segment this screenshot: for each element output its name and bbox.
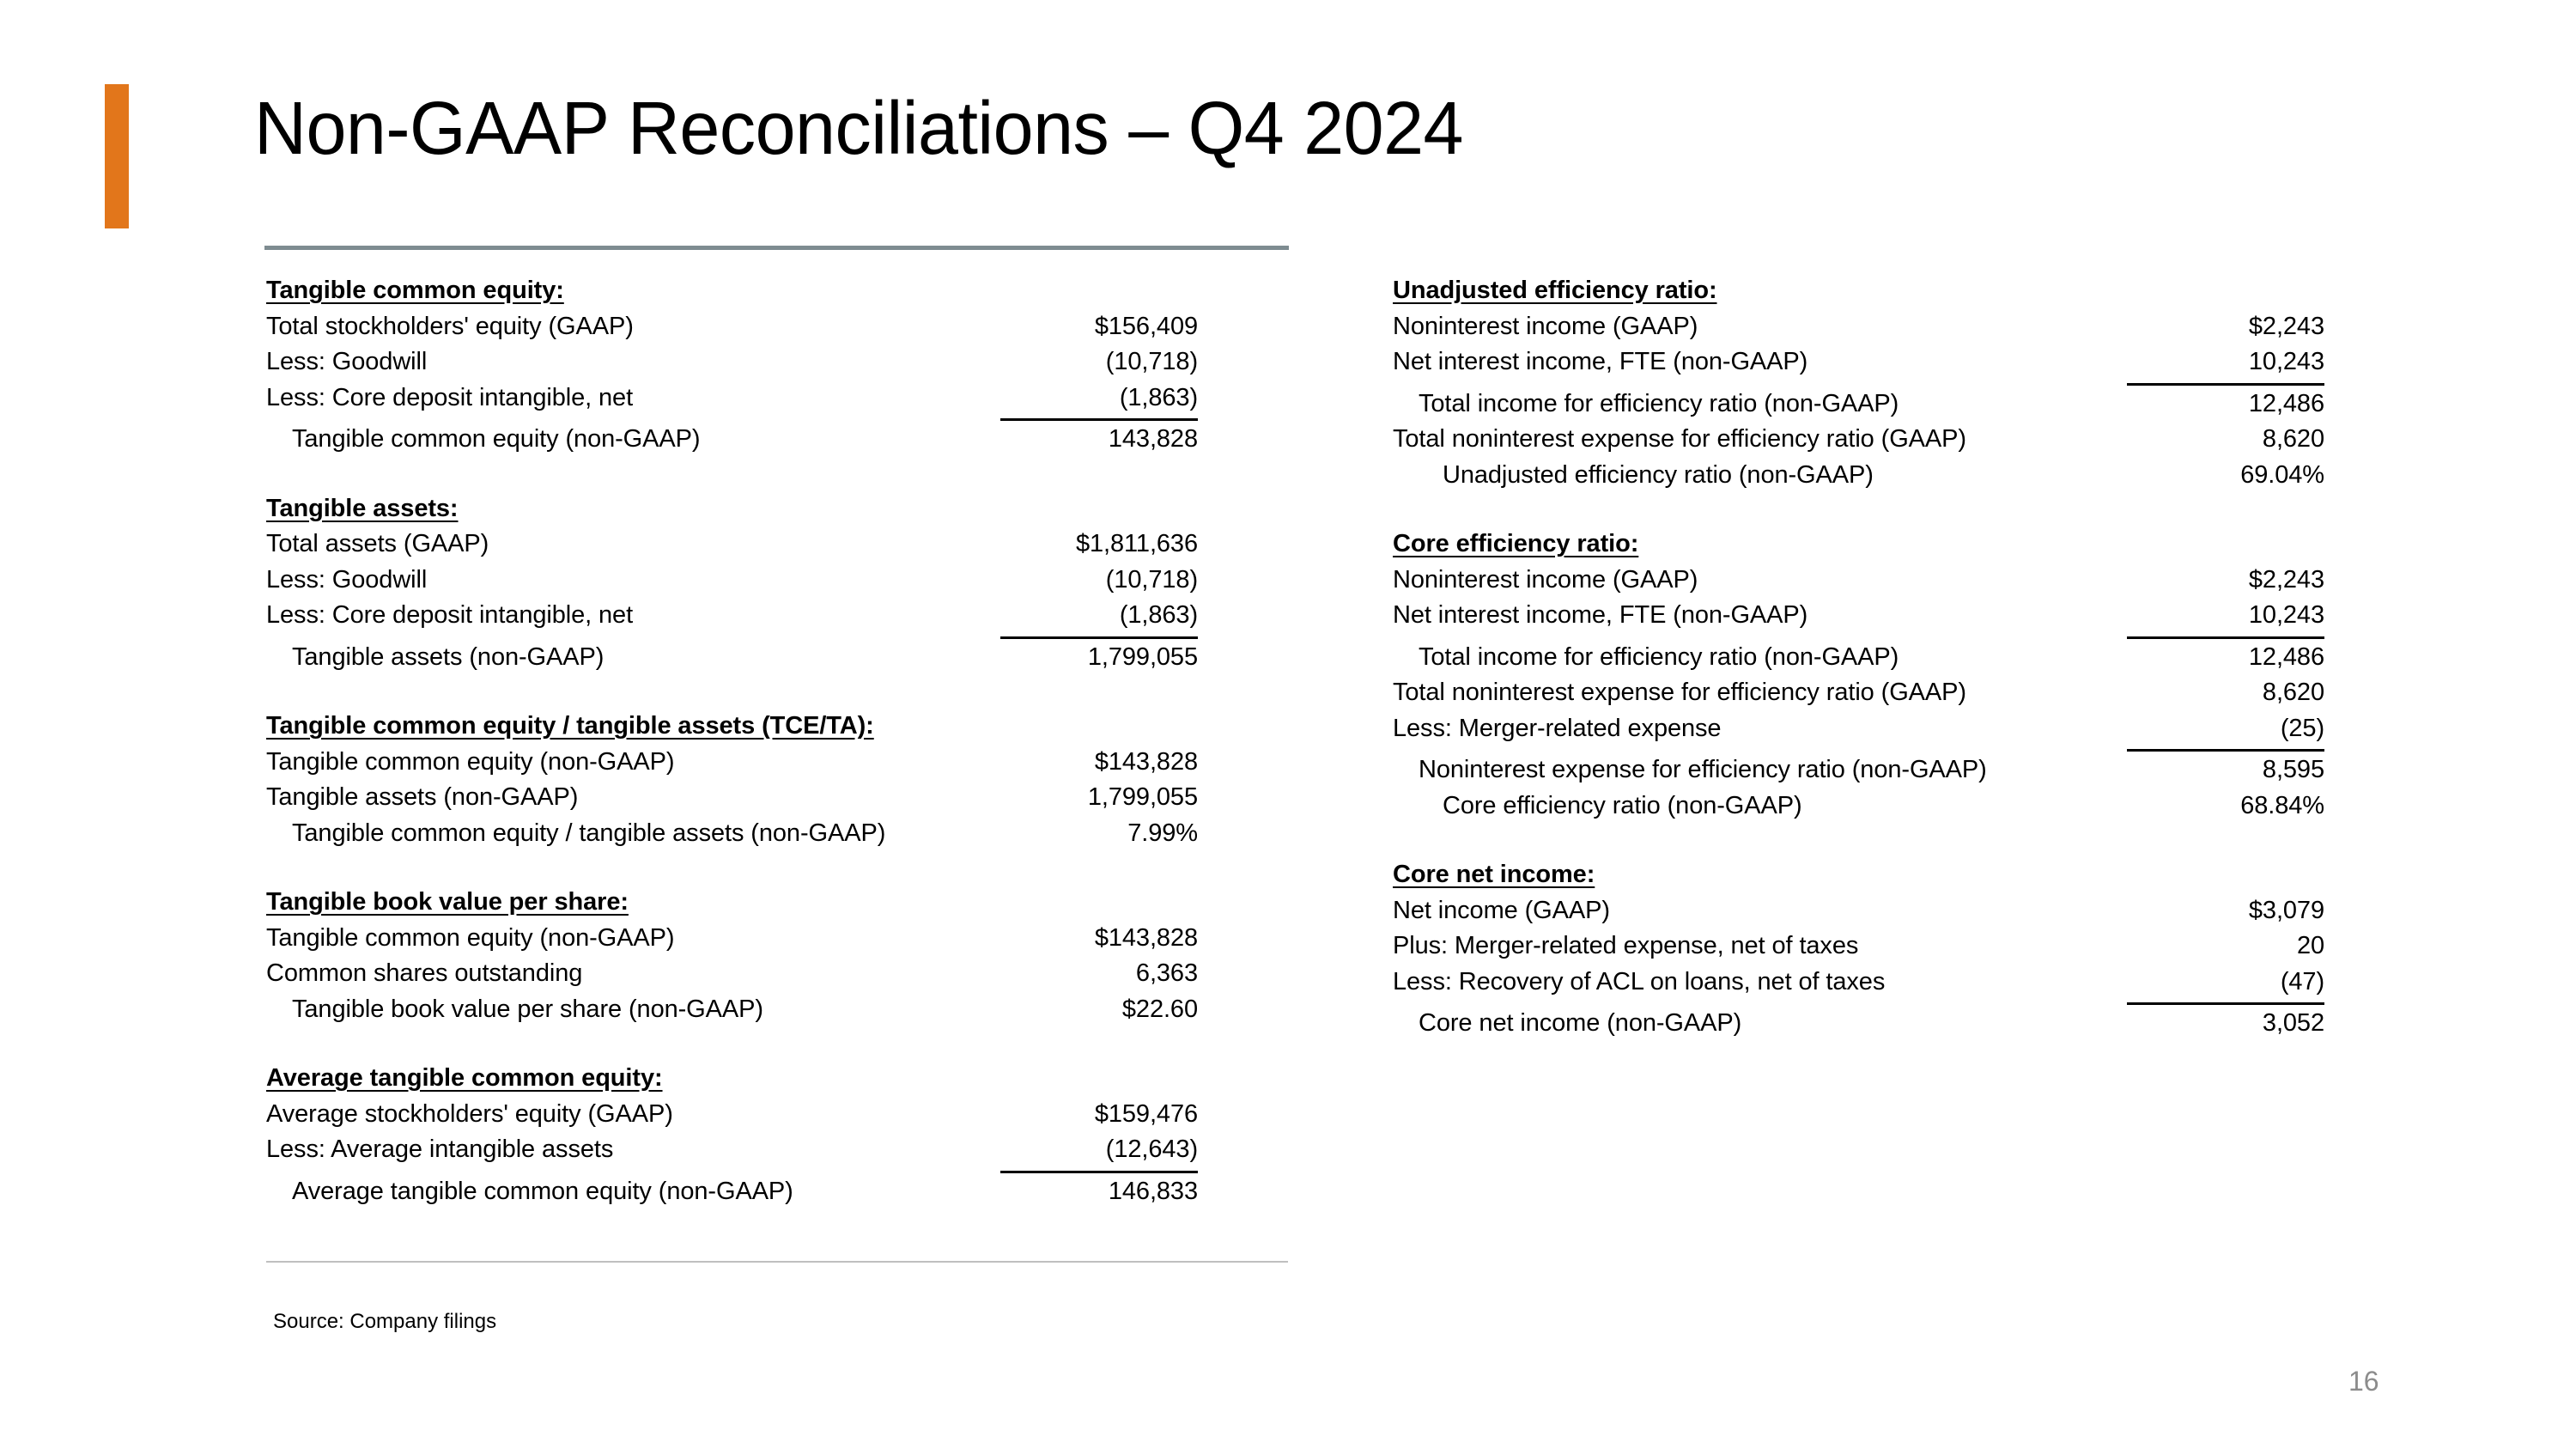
reconciliation-row xyxy=(266,816,1198,852)
reconciliation-row xyxy=(1393,746,2324,788)
reconciliation-row xyxy=(1393,1000,2324,1042)
row-label: Net interest income, FTE (non-GAAP) xyxy=(1393,601,1808,629)
reconciliation-row xyxy=(1393,634,2324,676)
row-label: Average tangible common equity (non-GAAP) xyxy=(292,1177,793,1205)
row-label: Tangible common equity (non-GAAP) xyxy=(266,747,675,776)
row-value: $22.60 xyxy=(1121,995,1198,1023)
row-label: Tangible common equity (non-GAAP) xyxy=(266,923,675,952)
reconciliation-row xyxy=(266,381,1198,417)
reconciliation-row xyxy=(1393,458,2324,494)
section-header: Tangible assets: xyxy=(266,494,459,522)
title-accent-bar xyxy=(105,84,129,228)
reconciliation-row xyxy=(1393,422,2324,458)
row-label: Plus: Merger-related expense, net of taxes xyxy=(1393,932,1859,959)
row-value: $2,243 xyxy=(2248,565,2324,594)
row-value: (10,718) xyxy=(1105,348,1198,375)
row-label: Core efficiency ratio (non-GAAP) xyxy=(1443,791,1802,819)
reconciliation-row xyxy=(266,598,1198,634)
row-label: Common shares outstanding xyxy=(266,959,583,987)
reconciliation-row xyxy=(1393,344,2324,381)
row-value: 68.84% xyxy=(2240,791,2324,819)
reconciliation-row xyxy=(1393,563,2324,599)
reconciliation-row xyxy=(266,416,1198,458)
reconciliation-row xyxy=(266,992,1198,1028)
reconciliation-row xyxy=(266,1132,1198,1168)
reconciliation-row xyxy=(1393,309,2324,345)
page-title: Non-GAAP Reconciliations – Q4 2024 xyxy=(254,87,1464,170)
row-value: (25) xyxy=(2280,714,2324,742)
row-value: 8,620 xyxy=(2262,425,2324,453)
row-label: Net income (GAAP) xyxy=(1393,896,1610,924)
row-value: 20 xyxy=(2296,932,2324,959)
row-value: 3,052 xyxy=(2127,1002,2324,1042)
footer-divider-rule xyxy=(266,1261,1288,1263)
row-value: $143,828 xyxy=(1094,923,1198,952)
reconciliation-section xyxy=(266,709,1198,851)
row-label: Total noninterest expense for efficiency ratio (GAAP) xyxy=(1393,425,1966,453)
reconciliation-section xyxy=(1393,273,2324,493)
reconciliation-row xyxy=(1393,928,2324,965)
row-label: Tangible book value per share (non-GAAP) xyxy=(292,995,763,1023)
row-value: $3,079 xyxy=(2248,896,2324,924)
title-divider-rule xyxy=(264,246,1289,250)
row-value: 10,243 xyxy=(2248,348,2324,375)
row-value: (47) xyxy=(2280,967,2324,995)
reconciliation-row xyxy=(266,921,1198,957)
reconciliation-row xyxy=(266,1097,1198,1133)
row-label: Total assets (GAAP) xyxy=(266,530,489,557)
row-label: Tangible common equity / tangible assets (non-GAAP) xyxy=(292,819,886,847)
row-label: Core net income (non-GAAP) xyxy=(1419,1009,1742,1037)
row-value: (1,863) xyxy=(1119,601,1198,629)
section-header: Average tangible common equity: xyxy=(266,1064,663,1092)
row-value: 12,486 xyxy=(2127,383,2324,423)
reconciliation-section xyxy=(266,273,1198,458)
row-label: Less: Core deposit intangible, net xyxy=(266,383,634,411)
row-label: Less: Goodwill xyxy=(266,348,428,375)
row-label: Average stockholders' equity (GAAP) xyxy=(266,1099,673,1128)
row-value: 10,243 xyxy=(2248,601,2324,629)
reconciliation-row xyxy=(1393,675,2324,711)
page-number: 16 xyxy=(2348,1366,2379,1397)
row-value: $156,409 xyxy=(1094,312,1198,340)
row-value: $143,828 xyxy=(1094,747,1198,776)
row-value: 1,799,055 xyxy=(1000,636,1198,676)
reconciliation-row xyxy=(266,956,1198,992)
row-value: 8,595 xyxy=(2127,749,2324,788)
row-value: (1,863) xyxy=(1119,383,1198,411)
section-header: Unadjusted efficiency ratio: xyxy=(1393,277,1717,304)
row-label: Total noninterest expense for efficiency ratio (GAAP) xyxy=(1393,679,1966,706)
row-label: Noninterest income (GAAP) xyxy=(1393,312,1698,340)
reconciliation-row xyxy=(266,1168,1198,1210)
row-value: 69.04% xyxy=(2240,460,2324,489)
row-label: Less: Average intangible assets xyxy=(266,1135,614,1163)
left-reconciliation-column xyxy=(266,273,1198,1209)
row-value: (12,643) xyxy=(1105,1135,1198,1163)
row-value: 143,828 xyxy=(1000,418,1198,458)
row-value: $1,811,636 xyxy=(1076,530,1198,557)
reconciliation-row xyxy=(1393,965,2324,1001)
reconciliation-section xyxy=(266,1061,1198,1209)
row-label: Tangible common equity (non-GAAP) xyxy=(292,425,701,453)
reconciliation-row xyxy=(1393,598,2324,634)
section-header: Tangible book value per share: xyxy=(266,888,629,916)
reconciliation-row xyxy=(266,344,1198,381)
row-label: Less: Core deposit intangible, net xyxy=(266,601,634,629)
reconciliation-row xyxy=(266,309,1198,345)
section-header: Tangible common equity: xyxy=(266,277,564,304)
source-note: Source: Company filings xyxy=(273,1310,497,1333)
right-reconciliation-column xyxy=(1393,273,2324,1042)
row-value: (10,718) xyxy=(1105,565,1198,594)
reconciliation-row xyxy=(1393,381,2324,423)
row-value: 7.99% xyxy=(1127,819,1198,847)
reconciliation-row xyxy=(266,634,1198,676)
reconciliation-section xyxy=(1393,527,2324,824)
row-value: $159,476 xyxy=(1094,1099,1198,1128)
row-label: Less: Recovery of ACL on loans, net of taxes xyxy=(1393,967,1886,995)
reconciliation-row xyxy=(266,563,1198,599)
row-label: Total income for efficiency ratio (non-GAAP) xyxy=(1419,642,1899,671)
row-label: Tangible assets (non-GAAP) xyxy=(292,642,605,671)
row-value: 12,486 xyxy=(2127,636,2324,676)
section-header: Core efficiency ratio: xyxy=(1393,530,1639,557)
section-header: Core net income: xyxy=(1393,861,1595,888)
row-value: 8,620 xyxy=(2262,679,2324,706)
reconciliation-row xyxy=(266,745,1198,781)
row-label: Unadjusted efficiency ratio (non-GAAP) xyxy=(1443,460,1874,489)
reconciliation-row xyxy=(1393,711,2324,747)
row-value: 146,833 xyxy=(1000,1171,1198,1210)
reconciliation-section xyxy=(266,491,1198,676)
row-label: Net interest income, FTE (non-GAAP) xyxy=(1393,348,1808,375)
row-label: Tangible assets (non-GAAP) xyxy=(266,783,579,811)
reconciliation-row xyxy=(266,527,1198,563)
row-label: Total income for efficiency ratio (non-GAAP) xyxy=(1419,389,1899,417)
row-label: Total stockholders' equity (GAAP) xyxy=(266,312,634,340)
reconciliation-section xyxy=(266,885,1198,1027)
row-value: $2,243 xyxy=(2248,312,2324,340)
reconciliation-row xyxy=(266,780,1198,816)
row-label: Noninterest expense for efficiency ratio (non-GAAP) xyxy=(1419,756,1987,783)
section-header: Tangible common equity / tangible assets (TCE/TA): xyxy=(266,712,874,740)
row-label: Less: Merger-related expense xyxy=(1393,714,1722,742)
reconciliation-section xyxy=(1393,857,2324,1042)
reconciliation-row xyxy=(1393,788,2324,825)
row-value: 1,799,055 xyxy=(1087,783,1198,811)
row-label: Less: Goodwill xyxy=(266,565,428,594)
row-label: Noninterest income (GAAP) xyxy=(1393,565,1698,594)
row-value: 6,363 xyxy=(1135,959,1198,987)
reconciliation-row xyxy=(1393,893,2324,929)
